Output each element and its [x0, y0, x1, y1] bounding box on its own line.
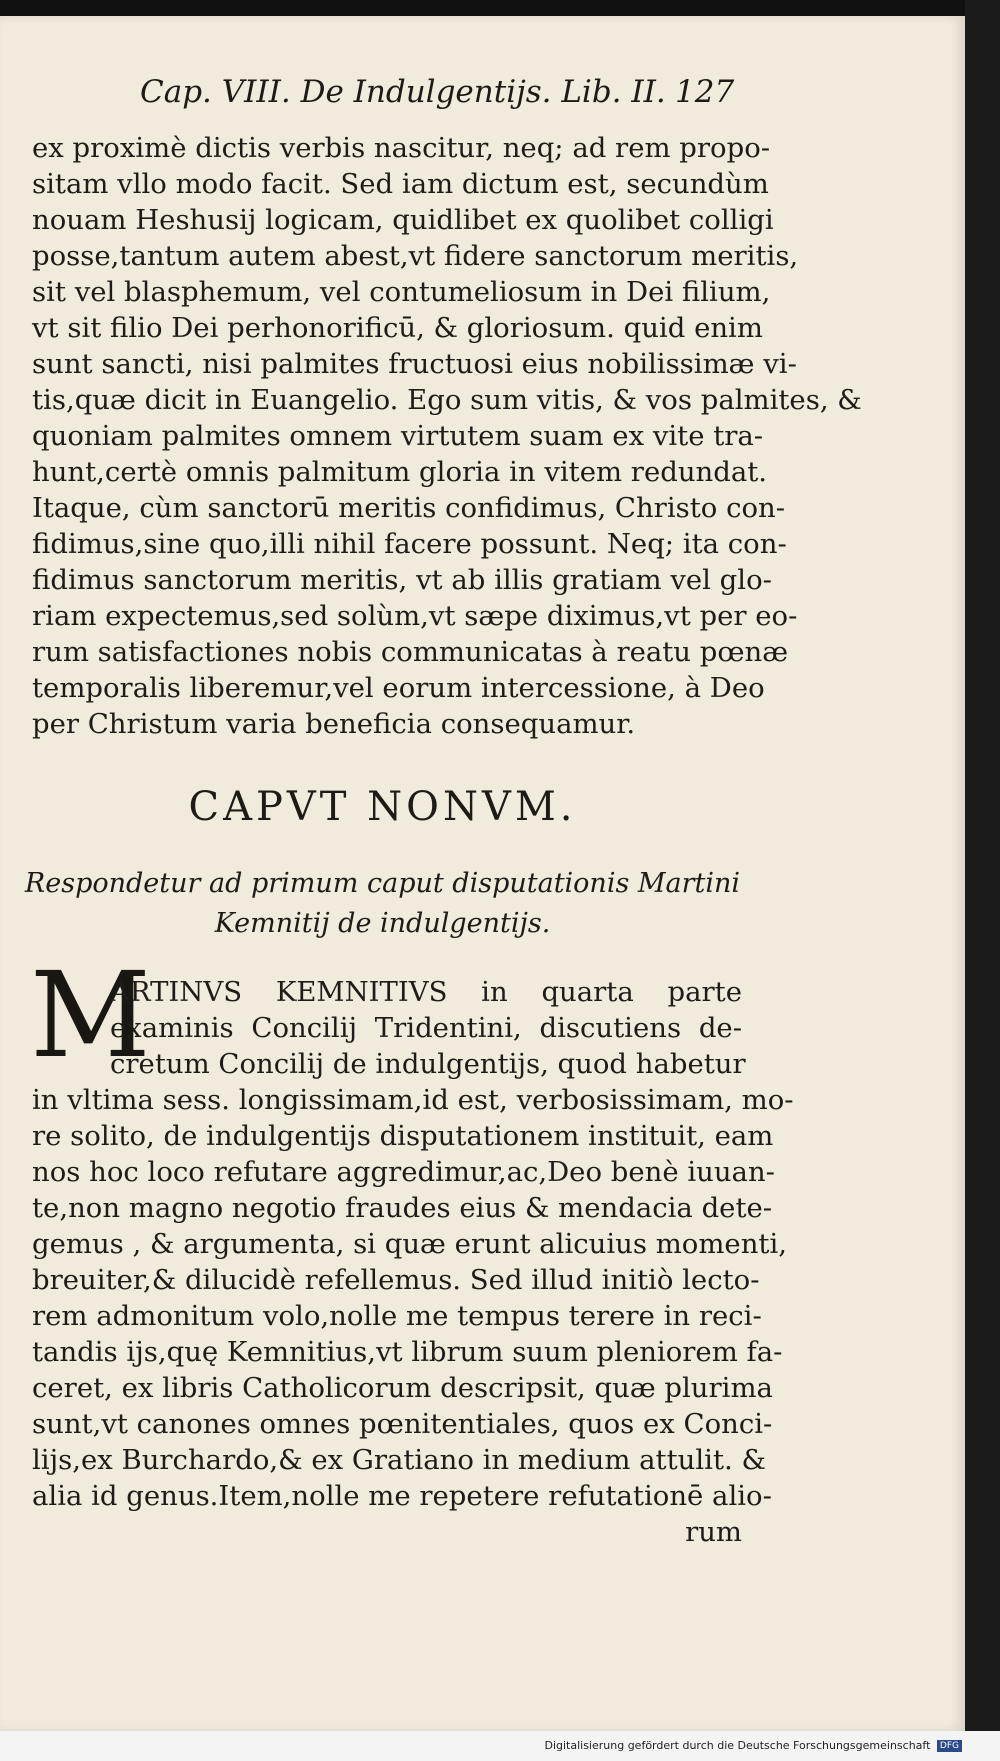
text-block-bottom — [32, 1082, 794, 1550]
text-line: ceret, ex libris Catholicorum descripsit, quæ plurima — [32, 1372, 773, 1404]
text-line: fidimus sanctorum meritis, vt ab illis gratiam vel glo- — [32, 564, 772, 596]
text-line: hunt,certè omnis palmitum gloria in vitem redundat. — [32, 456, 768, 488]
scan-top-edge — [0, 0, 1000, 16]
text-line: temporalis liberemur,vel eorum intercessione, à Deo — [32, 672, 765, 704]
text-line: sit vel blasphemum, vel contumeliosum in Dei filium, — [32, 276, 771, 308]
text-line: per Christum varia beneficia consequamur. — [32, 708, 636, 740]
text-line: rem admonitum volo,nolle me tempus terere in reci- — [32, 1300, 762, 1332]
text-line: rum satisfactiones nobis communicatas à reatu pœnæ — [32, 636, 789, 668]
text-line: ex proximè dictis verbis nascitur, neq; ad rem propo- — [32, 132, 771, 164]
text-line: Itaque, cùm sanctorū meritis confidimus, Christo con- — [32, 492, 786, 524]
text-line: te,non magno negotio fraudes eius & mendacia dete- — [32, 1192, 773, 1224]
text-line: posse,tantum autem abest,vt fidere sanctorum meritis, — [32, 240, 799, 272]
running-head — [0, 74, 965, 124]
text-block-top — [32, 130, 862, 742]
text-line: vt sit filio Dei perhonorificū, & gloriosum. quid enim — [32, 312, 763, 344]
text-line: re solito, de indulgentijs disputationem instituit, eam — [32, 1120, 774, 1152]
chapter-subtitle: Respondetur ad primum caput disputationis Martini — [24, 868, 741, 899]
text-line: cretum Concilij de indulgentijs, quod habetur — [110, 1048, 746, 1080]
page-number: 127 — [675, 74, 735, 110]
text-line: breuiter,& dilucidè refellemus. Sed illud initiò lecto- — [32, 1264, 760, 1296]
text-line: nouam Heshusij logicam, quidlibet ex quolibet colligi — [32, 204, 774, 236]
text-line: alia id genus.Item,nolle me repetere refutationē alio- — [32, 1480, 772, 1512]
text-line: in vltima sess. longissimam,id est, verbosissimam, mo- — [32, 1084, 794, 1116]
text-line: gemus , & argumenta, si quæ erunt alicuius momenti, — [32, 1228, 788, 1260]
digitization-credit-text: Digitalisierung gefördert durch die Deutsche Forschungsgemeinschaft — [544, 1739, 931, 1752]
scan-right-edge — [965, 0, 1000, 1761]
text-line: tandis ijs,quę Kemnitius,vt librum suum pleniorem fa- — [32, 1336, 783, 1368]
text-line: examinis Concilij Tridentini, discutiens de- — [110, 1012, 742, 1044]
text-line: ARTINVS KEMNITIVS in quarta parte — [110, 976, 742, 1008]
dfg-logo: DFG — [937, 1740, 962, 1752]
text-line: riam expectemus,sed solùm,vt sæpe diximus,vt per eo- — [32, 600, 798, 632]
text-line: fidimus,sine quo,illi nihil facere possunt. Neq; ita con- — [32, 528, 787, 560]
text-block-indented — [110, 974, 746, 1082]
digitization-credit — [544, 1739, 962, 1752]
text-line: nos hoc loco refutare aggredimur,ac,Deo benè iuuan- — [32, 1156, 775, 1188]
text-line: sunt,vt canones omnes pœnitentiales, quos ex Conci- — [32, 1408, 773, 1440]
text-line: lijs,ex Burchardo,& ex Gratiano in medium attulit. & — [32, 1444, 766, 1476]
text-line: sunt sancti, nisi palmites fructuosi eius nobilissimæ vi- — [32, 348, 797, 380]
chapter-heading: CAPVT NONVM. — [188, 784, 577, 830]
text-line: sitam vllo modo facit. Sed iam dictum est, secundùm — [32, 168, 769, 200]
running-title: Cap. VIII. De Indulgentijs. Lib. II. — [140, 74, 666, 110]
text-line: quoniam palmites omnem virtutem suam ex vite tra- — [32, 420, 764, 452]
text-line: tis,quæ dicit in Euangelio. Ego sum vitis, & vos palmites, & — [32, 384, 862, 416]
drop-cap-initial: M — [30, 946, 151, 1084]
catchword: rum — [685, 1516, 742, 1548]
book-page — [0, 16, 965, 1731]
chapter-subtitle: Kemnitij de indulgentijs. — [214, 908, 551, 939]
